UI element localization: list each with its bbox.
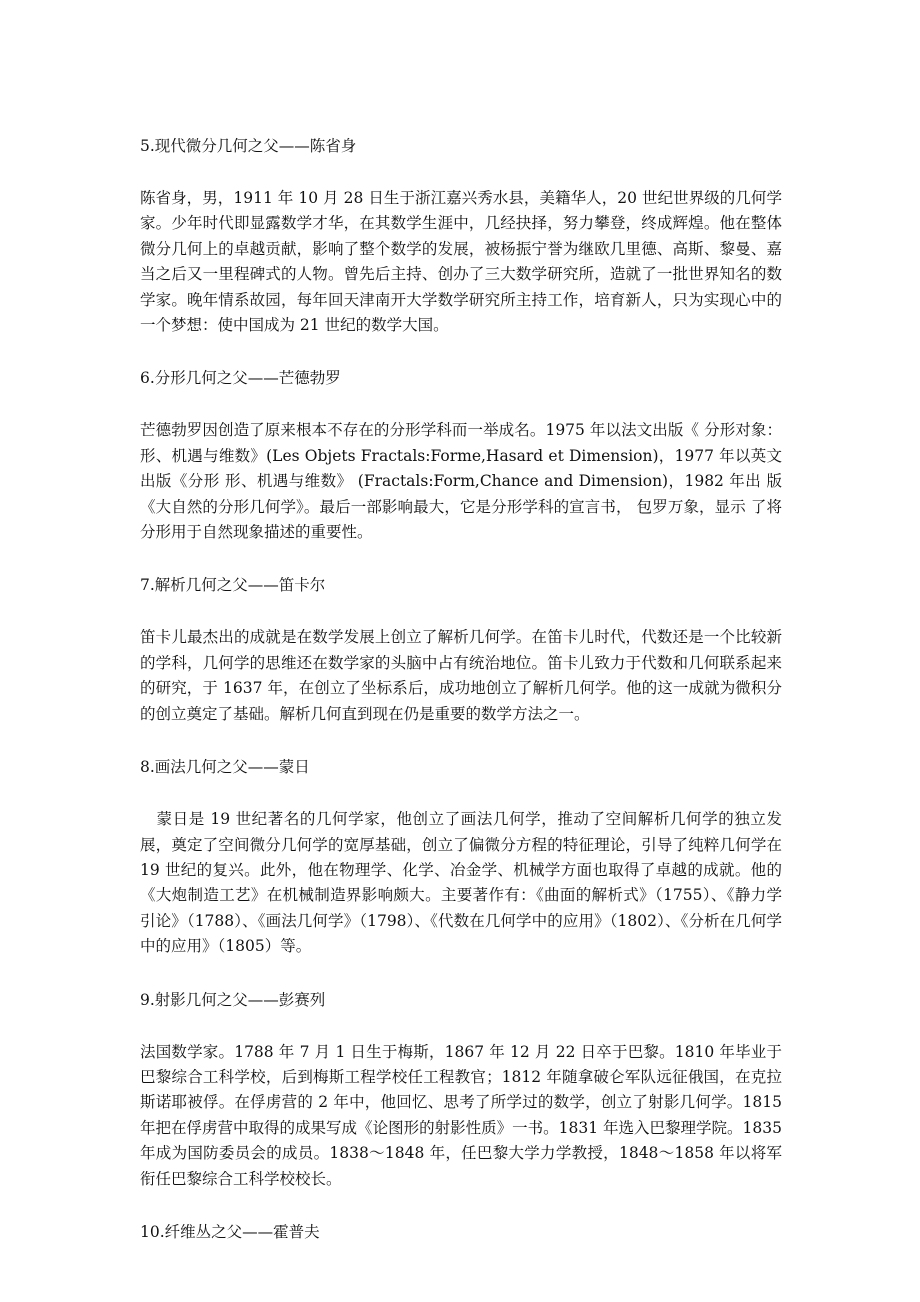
section-body-chern: 陈省身，男，1911 年 10 月 28 日生于浙江嘉兴秀水县，美籍华人，20 世纪世界级的几何学家。少年时代即显露数学才华，在其数学生涯中，几经抉择，努力攀登，终成辉煌。他在整体微分几何上的卓越贡献，影响了整个数学的发展，被杨振宁誉为继欧几里德、高斯、黎曼、嘉当之后又一里程碑式的人物。曾先后主持、创办了三大数学研究所，造就了一批世界知名的数学家。晚年情系故园，每年回天津南开大学数学研究所主持工作，培育新人，只为实现心中的一个梦想：使中国成为 21 世纪的数学大国。 [140,189,782,335]
section-heading-descartes: 7.解析几何之父——笛卡尔 [140,576,326,595]
section-heading-poncelet: 9.射影几何之父——彭赛列 [140,990,326,1009]
section-heading-mandelbrot: 6.分形几何之父——芒德勃罗 [140,369,341,388]
section-heading-chern: 5.现代微分几何之父——陈省身 [140,137,357,155]
section-heading-hopf: 10.纤维丛之父——霍普夫 [140,1222,320,1241]
section-heading-monge: 8.画法几何之父——蒙日 [140,758,310,777]
document-page [140,132,787,1272]
section-body-descartes: 笛卡儿最杰出的成就是在数学发展上创立了解析几何学。在笛卡儿时代，代数还是一个比较新的学科，几何学的思维还在数学家的头脑中占有统治地位。笛卡儿致力于代数和几何联系起来的研究，于 1637 年，在创立了坐标系后，成功地创立了解析几何学。他的这一成就为微积分的创立奠定了基础。解析几何直到现在仍是重要的数学方法之一。 [140,628,782,723]
section-body-poncelet: 法国数学家。1788 年 7 月 1 日生于梅斯，1867 年 12 月 22 日卒于巴黎。1810 年毕业于巴黎综合工科学校，后到梅斯工程学校任工程教官；1812 年随拿破仑军队远征俄国，在克拉斯诺耶被俘。在俘虏营的 2 年中，他回忆、思考了所学过的数学，创立了射影几何学。1815 年把在俘虏营中取得的成果写成《论图形的射影性质》一书。1831 年选入巴黎理学院。1835 年成为国防委员会的成员。1838～1848 年，任巴黎大学力学教授，1848～1858 年以将军衔任巴黎综合工科学校校长。 [140,1042,782,1188]
section-body-mandelbrot: 芒德勃罗因创造了原来根本不存在的分形学科而一举成名。1975 年以法文出版《 分形对象：形、机遇与维数》(Les Objets Fractals:Forme,Hasard et Dimension)，1977 年以英文出版《分形 形、机遇与维数》 (Fractals:Form,Chance and Dimension)，1982 年出 版《大自然的分形几何学》。最后一部影响最大，它是分形学科的宣言书， 包罗万象，显示 了将分形用于自然现象描述的重要性。 [140,421,782,542]
section-body-monge: 蒙日是 19 世纪著名的几何学家，他创立了画法几何学，推动了空间解析几何学的独立发展，奠定了空间微分几何学的宽厚基础，创立了偏微分方程的特征理论，引导了纯粹几何学在 19 世纪的复兴。此外，他在物理学、化学、冶金学、机械学方面也取得了卓越的成就。他的《大炮制造工艺》在机械制造界影响颇大。主要著作有：《曲面的解析式》（1755）、《静力学引论》（1788）、《画法几何学》（1798）、《代数在几何学中的应用》（1802）、《分析在几何学中的应用》（1805）等。 [140,810,787,956]
